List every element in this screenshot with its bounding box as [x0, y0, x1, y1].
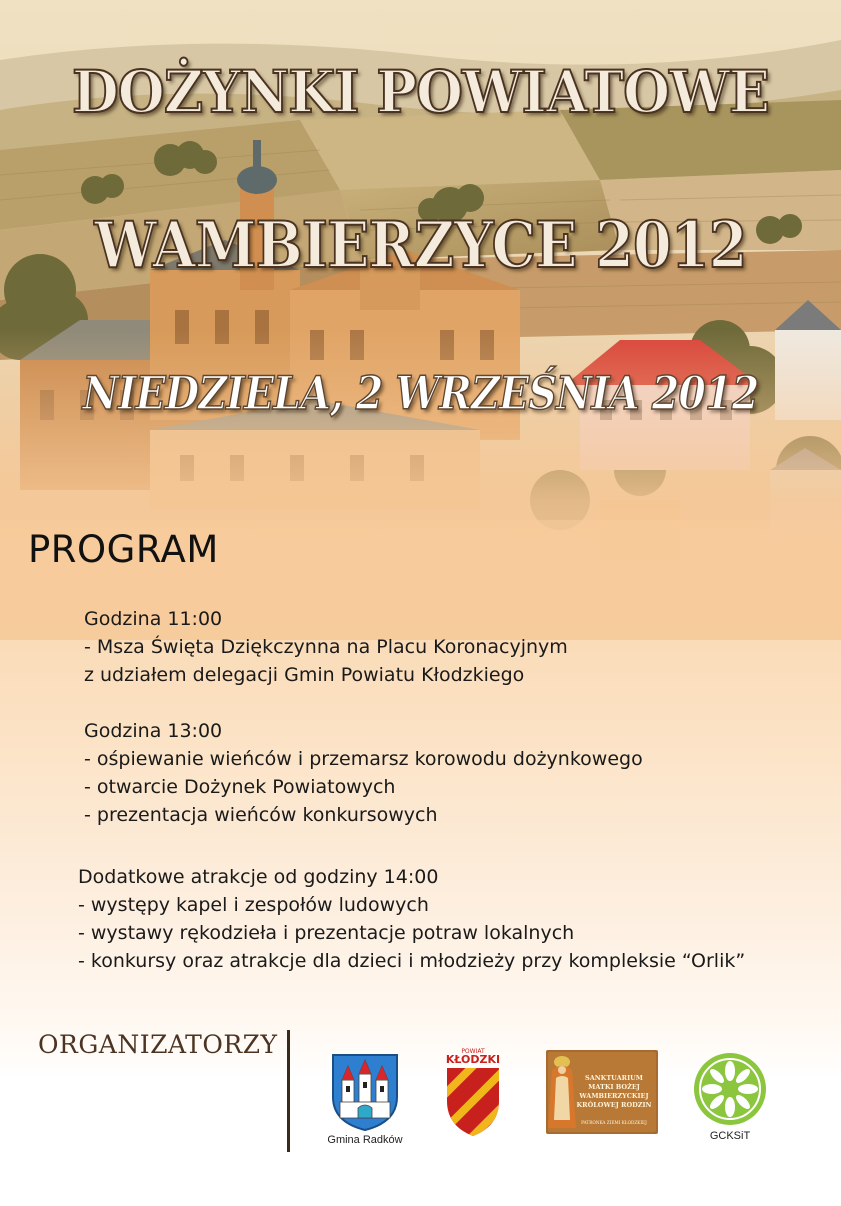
program-item: - prezentacja wieńców konkursowych	[84, 804, 438, 826]
organizers-heading: ORGANIZATORZY	[38, 1030, 278, 1059]
date-line: NIEDZIELA, 2 WRZEŚNIA 2012	[82, 366, 759, 420]
sanktuarium-footer: PATRONKA ZIEMI KŁODZKIEJ	[581, 1120, 647, 1125]
program-block-1400	[78, 863, 745, 975]
program-item: - Msza Święta Dziękczynna na Placu Koronacyjnym	[84, 636, 568, 658]
gcksit-logo	[693, 1052, 767, 1131]
sanktuarium-line-4: KRÓLOWEJ RODZIN	[576, 1101, 652, 1109]
sanktuarium-line-2: MATKI BOŻEJ	[588, 1083, 640, 1091]
program-item: - występy kapel i zespołów ludowych	[78, 894, 429, 916]
klodzki-logo-name-text: KŁODZKI	[445, 1053, 501, 1066]
program-block-1300	[84, 717, 643, 829]
program-block-1100	[84, 605, 568, 689]
sanktuarium-line-1: SANKTUARIUM	[585, 1074, 643, 1082]
sanktuarium-logo	[546, 1050, 658, 1139]
gcksit-caption: GCKSiT	[709, 1130, 751, 1142]
program-item: - otwarcie Dożynek Powiatowych	[84, 776, 396, 798]
program-item: - ośpiewanie wieńców i przemarsz korowodu dożynkowego	[84, 748, 643, 770]
powiat-klodzki-logo	[443, 1046, 503, 1143]
program-item: - konkursy oraz atrakcje dla dzieci i młodzieży przy kompleksie “Orlik”	[78, 950, 746, 972]
program-time-1100: Godzina 11:00	[84, 608, 223, 630]
title-line-2: WAMBIERZYCE 2012	[94, 208, 747, 283]
program-item: - wystawy rękodzieła i prezentacje potraw lokalnych	[78, 922, 575, 944]
organizers-divider	[287, 1030, 290, 1152]
radkow-caption: Gmina Radków	[327, 1134, 403, 1146]
program-item: z udziałem delegacji Gmin Powiatu Kłodzkiego	[84, 664, 525, 686]
title-line-1: DOŻYNKI POWIATOWE	[71, 58, 770, 126]
klodzki-logo-top-text: POWIAT	[461, 1048, 485, 1055]
program-time-1300: Godzina 13:00	[84, 720, 223, 742]
program-heading: PROGRAM	[28, 528, 219, 571]
radkow-coat-of-arms-logo	[330, 1052, 400, 1137]
sanktuarium-line-3: WAMBIERZYCKIEJ	[579, 1092, 649, 1100]
program-time-1400: Dodatkowe atrakcje od godziny 14:00	[78, 866, 439, 888]
